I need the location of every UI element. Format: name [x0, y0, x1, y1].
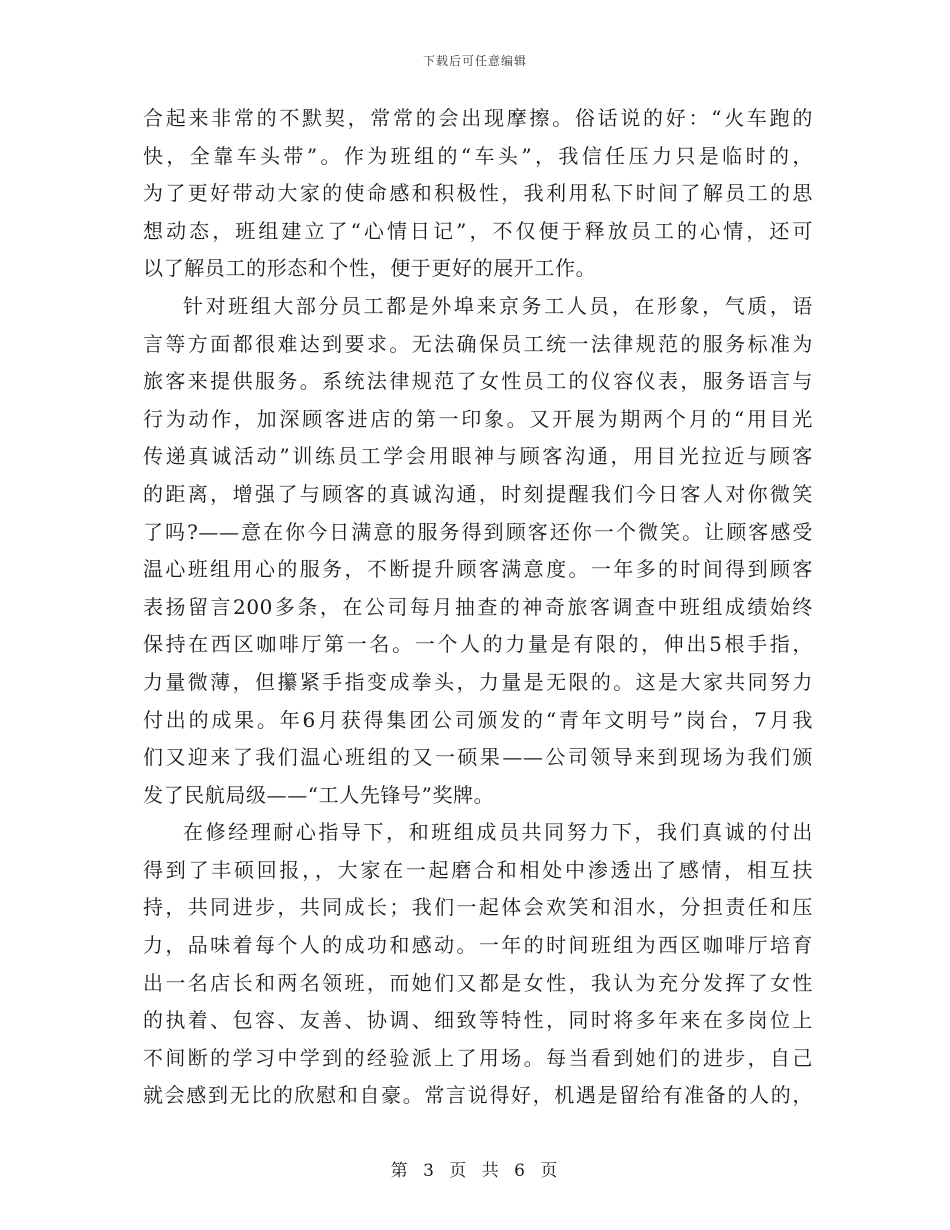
footer-suffix: 页	[540, 1161, 560, 1181]
text-line: 在修经理耐心指导下，和班组成员共同努力下，我们真诚的付出	[183, 820, 813, 845]
text-line: 发了民航局级——“工人先锋号”奖牌。	[143, 782, 495, 807]
footer-total-word: 共	[481, 1161, 501, 1181]
text-line: 温心班组用心的服务，不断提升顾客满意度。一年多的时间得到顾客	[143, 557, 813, 582]
footer-prefix: 第	[390, 1161, 410, 1181]
text-line: 的距离，增强了与顾客的真诚沟通，时刻提醒我们今日客人对你微笑	[143, 481, 813, 506]
text-line: 针对班组大部分员工都是外埠来京务工人员，在形象，气质，语	[183, 293, 813, 318]
text-line: 出一名店长和两名领班，而她们又都是女性，我认为充分发挥了女性	[143, 970, 813, 995]
text-line: 了吗?——意在你今日满意的服务得到顾客还你一个微笑。让顾客感受	[143, 519, 813, 544]
text-line: 为了更好带动大家的使命感和积极性，我利用私下时间了解员工的思	[143, 181, 813, 206]
page-number-footer	[0, 1156, 950, 1181]
footer-page-word: 页	[449, 1161, 469, 1181]
text-line: 们又迎来了我们温心班组的又一硕果——公司领导来到现场为我们颁	[143, 745, 813, 770]
text-line: 快，全靠车头带”。作为班组的“车头”，我信任压力只是临时的，	[143, 143, 813, 168]
text-line: 表扬留言200多条，在公司每月抽查的神奇旅客调查中班组成绩始终	[143, 594, 813, 619]
text-line: 以了解员工的形态和个性，便于更好的展开工作。	[143, 256, 597, 281]
text-line: 的执着、包容、友善、协调、细致等特性，同时将多年来在多岗位上	[143, 1008, 813, 1033]
text-line: 传递真诚活动”训练员工学会用眼神与顾客沟通，用目光拉近与顾客	[143, 444, 813, 469]
text-line: 保持在西区咖啡厅第一名。一个人的力量是有限的，伸出5根手指，	[143, 632, 813, 657]
document-body	[143, 100, 813, 1115]
page-header: 下载后可任意编辑	[422, 54, 527, 68]
footer-total-pages: 6	[514, 1161, 527, 1181]
text-line: 不间断的学习中学到的经验派上了用场。每当看到她们的进步，自己	[143, 1045, 813, 1070]
text-line: 合起来非常的不默契，常常的会出现摩擦。俗话说的好：“火车跑的	[143, 106, 813, 130]
text-line: 付出的成果。年6月获得集团公司颁发的“青年文明号”岗台，7月我	[143, 707, 813, 732]
text-line: 想动态，班组建立了“心情日记”，不仅便于释放员工的心情，还可	[143, 218, 813, 243]
footer-current-page: 3	[423, 1161, 436, 1181]
text-line: 旅客来提供服务。系统法律规范了女性员工的仪容仪表，服务语言与	[143, 369, 813, 394]
text-line: 得到了丰硕回报，，大家在一起磨合和相处中渗透出了感情，相互扶	[143, 857, 813, 882]
text-line: 力，品味着每个人的成功和感动。一年的时间班组为西区咖啡厅培育	[143, 933, 813, 958]
text-line: 就会感到无比的欣慰和自豪。常言说得好，机遇是留给有准备的人的，	[143, 1083, 813, 1108]
text-line: 力量微薄，但攥紧手指变成拳头，力量是无限的。这是大家共同努力	[143, 669, 813, 694]
text-line: 言等方面都很难达到要求。无法确保员工统一法律规范的服务标准为	[143, 331, 813, 356]
text-line: 行为动作，加深顾客进店的第一印象。又开展为期两个月的“用目光	[143, 406, 813, 431]
text-line: 持，共同进步，共同成长；我们一起体会欢笑和泪水，分担责任和压	[143, 895, 813, 920]
